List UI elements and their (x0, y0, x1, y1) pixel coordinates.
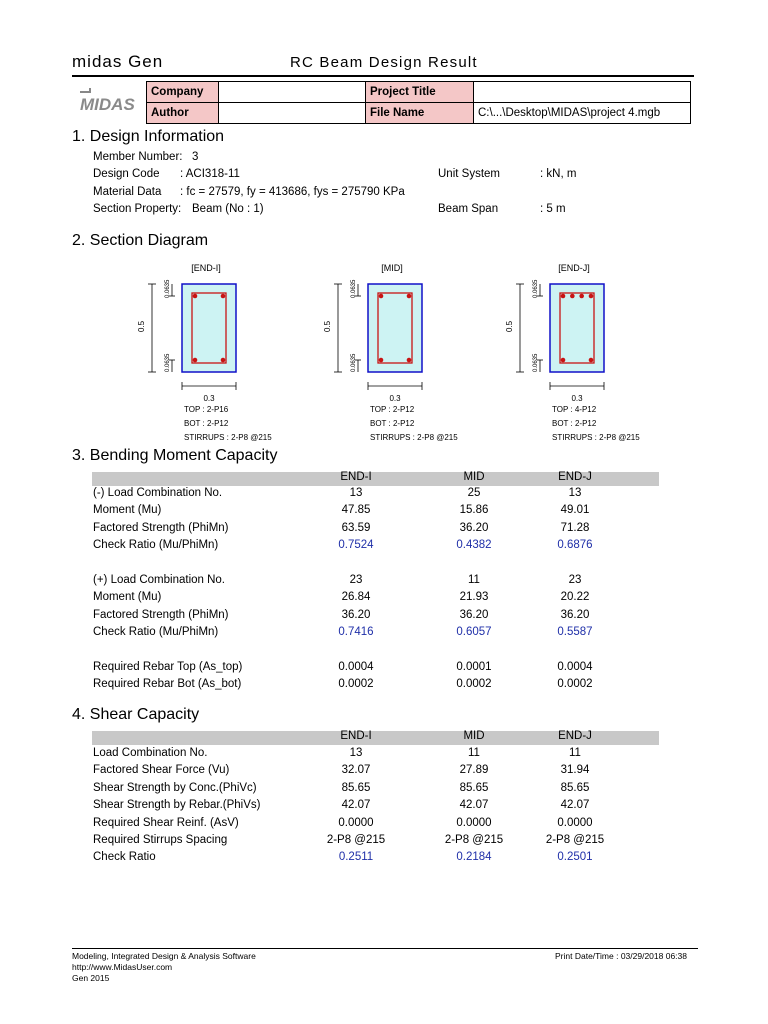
bending-row-value: 21.93 (459, 591, 489, 604)
header-divider (72, 75, 694, 77)
bending-row-value: 13 (349, 487, 363, 499)
section-diagram-heading: 2. Section Diagram (72, 232, 209, 249)
shear-row-value: 32.07 (341, 764, 371, 777)
top-rebar (221, 294, 226, 299)
top-rebar-label: TOP : 2-P16 (184, 405, 229, 414)
material-value: : fc = 27579, fy = 413686, fys = 275790 KPa (180, 186, 405, 198)
company-label: Company (147, 82, 219, 103)
beam-section (182, 284, 236, 372)
bending-row-value: 0.0004 (557, 661, 593, 673)
bending-row-value: 0.5587 (557, 626, 593, 639)
width-label: 0.3 (203, 394, 215, 403)
footer-line-3: Gen 2015 (72, 973, 110, 983)
shear-row-value: 2-P8 @215 (326, 834, 386, 846)
bending-row-value: 26.84 (341, 591, 371, 604)
shear-row-label: Required Shear Reinf. (AsV) (93, 816, 239, 829)
height-label: 0.5 (137, 320, 146, 332)
shear-row-value: 11 (468, 747, 480, 759)
footer-divider (72, 948, 698, 949)
bending-row-value: 11 (468, 574, 480, 586)
shear-row-value: 27.89 (459, 764, 489, 777)
project-title-label: Project Title (366, 82, 474, 103)
bending-row-value: 0.6876 (557, 539, 593, 552)
bending-row-value: 23 (349, 574, 363, 586)
shear-row-value: 42.07 (560, 799, 590, 812)
section-diagram (130, 256, 670, 446)
midas-logo (78, 86, 144, 116)
beam-section (368, 284, 422, 372)
cover-label: 0.0635 (351, 279, 357, 298)
shear-row-value: 0.0000 (456, 816, 492, 829)
bending-row-value: 0.4382 (456, 539, 492, 552)
bottom-rebar-label: BOT : 2-P12 (552, 419, 597, 428)
top-rebar (193, 294, 198, 299)
unit-system-label: Unit System (438, 168, 500, 180)
shear-row-value: 85.65 (560, 781, 590, 794)
beam-span-value: : 5 m (540, 203, 566, 215)
top-rebar (379, 294, 384, 299)
bending-row-value: 36.20 (459, 608, 489, 621)
top-rebar-label: TOP : 2-P12 (370, 405, 415, 414)
top-rebar (407, 294, 412, 299)
bending-row-value: 0.7524 (338, 539, 374, 552)
shear-row-value: 31.94 (560, 764, 590, 777)
shear-row-label: Shear Strength by Conc.(PhiVc) (93, 781, 257, 794)
bottom-rebar (589, 358, 594, 363)
bottom-rebar (221, 358, 226, 363)
section-name: [END-I] (191, 263, 221, 273)
file-name-value: C:\...\Desktop\MIDAS\project 4.mgb (474, 103, 691, 124)
bending-row-value: 36.20 (341, 608, 371, 621)
bending-row-value: 71.28 (560, 521, 590, 534)
print-datetime: Print Date/Time : 03/29/2018 06:38 (555, 951, 687, 961)
bottom-rebar (379, 358, 384, 363)
bottom-rebar (561, 358, 566, 363)
shear-row-value: 13 (349, 747, 363, 759)
bending-row-value: 63.59 (341, 521, 371, 534)
design-code-label: Design Code (93, 168, 160, 180)
shear-row-value: 42.07 (341, 799, 371, 812)
shear-row-value: 0.0000 (557, 816, 593, 829)
shear-row-value: 85.65 (459, 781, 489, 794)
shear-row-value: 2-P8 @215 (444, 834, 504, 846)
shear-col-mid: MID (463, 730, 485, 742)
bending-row-value: 36.20 (560, 608, 590, 621)
bending-row-label: Check Ratio (Mu/PhiMn) (93, 539, 219, 552)
height-label: 0.5 (505, 320, 514, 332)
top-rebar-label: TOP : 4-P12 (552, 405, 597, 414)
shear-row-value: 42.07 (459, 799, 489, 812)
section-property-value: Beam (No : 1) (192, 203, 264, 215)
bending-row-value: 0.0001 (456, 661, 492, 673)
design-code-value: : ACI318-11 (180, 168, 240, 180)
bending-row-label: Factored Strength (PhiMn) (93, 521, 229, 534)
unit-system-value: : kN, m (540, 168, 577, 180)
page-title: RC Beam Design Result (290, 54, 478, 71)
top-rebar (561, 294, 566, 299)
company-value (219, 82, 366, 103)
bottom-rebar (407, 358, 412, 363)
beam-span-label: Beam Span (438, 203, 499, 215)
bending-row-label: Required Rebar Bot (As_bot) (93, 678, 242, 691)
cover-label: 0.0635 (351, 353, 357, 372)
member-label: Member Number: (93, 151, 183, 163)
shear-row-value: 85.65 (341, 781, 371, 794)
shear-col-end-j: END-J (558, 730, 592, 742)
bending-col-end-j: END-J (558, 471, 592, 483)
bending-row-label: (-) Load Combination No. (93, 487, 223, 499)
stirrups-label: STIRRUPS : 2-P8 @215 (370, 433, 458, 442)
section-property-label: Section Property: (93, 203, 182, 215)
cover-label: 0.0635 (165, 279, 171, 298)
shear-row-value: 0.2501 (557, 851, 593, 864)
stirrups-label: STIRRUPS : 2-P8 @215 (184, 433, 272, 442)
width-label: 0.3 (571, 394, 583, 403)
bending-row-value: 20.22 (560, 591, 590, 604)
shear-row-value: 11 (569, 747, 581, 759)
shear-row-value: 0.2184 (456, 851, 492, 864)
bending-row-value: 0.0002 (338, 678, 374, 691)
shear-row-label: Shear Strength by Rebar.(PhiVs) (93, 799, 261, 812)
bending-row-value: 47.85 (341, 504, 371, 517)
material-label: Material Data (93, 186, 162, 198)
author-value (219, 103, 366, 124)
footer-line-2: http://www.MidasUser.com (72, 962, 173, 972)
logo-text: MIDAS (80, 95, 135, 114)
author-label: Author (147, 103, 219, 124)
footer-line-1: Modeling, Integrated Design & Analysis Software (72, 951, 256, 961)
project-info-table (146, 81, 691, 124)
section-name: [END-J] (558, 263, 590, 273)
bending-heading: 3. Bending Moment Capacity (72, 447, 278, 464)
bending-row-value: 15.86 (459, 504, 489, 517)
bottom-rebar-label: BOT : 2-P12 (370, 419, 415, 428)
bending-row-value: 0.6057 (456, 626, 492, 639)
bending-row-label: Moment (Mu) (93, 504, 162, 517)
top-rebar (579, 294, 584, 299)
bending-row-value: 0.7416 (338, 626, 374, 639)
bending-row-value: 0.0002 (456, 678, 492, 691)
shear-row-label: Check Ratio (93, 851, 156, 864)
member-value: 3 (192, 151, 199, 163)
section-name: [MID] (381, 263, 403, 273)
bending-row-value: 0.0002 (557, 678, 593, 691)
bending-row-value: 0.0004 (338, 661, 374, 673)
bending-row-value: 36.20 (459, 521, 489, 534)
shear-col-end-i: END-I (340, 730, 372, 742)
bending-row-label: (+) Load Combination No. (93, 574, 226, 586)
cover-label: 0.0635 (533, 279, 539, 298)
stirrups-label: STIRRUPS : 2-P8 @215 (552, 433, 640, 442)
bending-col-end-i: END-I (340, 471, 372, 483)
bending-row-value: 13 (568, 487, 582, 499)
bending-row-label: Required Rebar Top (As_top) (93, 661, 243, 673)
shear-heading: 4. Shear Capacity (72, 706, 200, 723)
top-rebar (570, 294, 575, 299)
width-label: 0.3 (389, 394, 401, 403)
bending-row-value: 25 (467, 487, 481, 499)
shear-row-label: Factored Shear Force (Vu) (93, 764, 230, 777)
bottom-rebar (193, 358, 198, 363)
project-title-value (474, 82, 691, 103)
file-name-label: File Name (366, 103, 474, 124)
bending-col-mid: MID (463, 471, 485, 483)
shear-row-label: Required Stirrups Spacing (93, 834, 228, 846)
app-name: midas Gen (72, 52, 164, 71)
top-rebar (589, 294, 594, 299)
shear-row-value: 2-P8 @215 (545, 834, 605, 846)
shear-row-label: Load Combination No. (93, 747, 208, 759)
bottom-rebar-label: BOT : 2-P12 (184, 419, 229, 428)
bending-row-value: 49.01 (560, 504, 590, 517)
shear-row-value: 0.0000 (338, 816, 374, 829)
bending-row-label: Moment (Mu) (93, 591, 162, 604)
cover-label: 0.0635 (533, 353, 539, 372)
shear-row-value: 0.2511 (338, 851, 374, 864)
design-info-heading: 1. Design Information (72, 128, 225, 145)
cover-label: 0.0635 (165, 353, 171, 372)
bending-row-label: Factored Strength (PhiMn) (93, 608, 229, 621)
bending-row-label: Check Ratio (Mu/PhiMn) (93, 626, 219, 639)
beam-section (550, 284, 604, 372)
height-label: 0.5 (323, 320, 332, 332)
bending-row-value: 23 (568, 574, 582, 586)
